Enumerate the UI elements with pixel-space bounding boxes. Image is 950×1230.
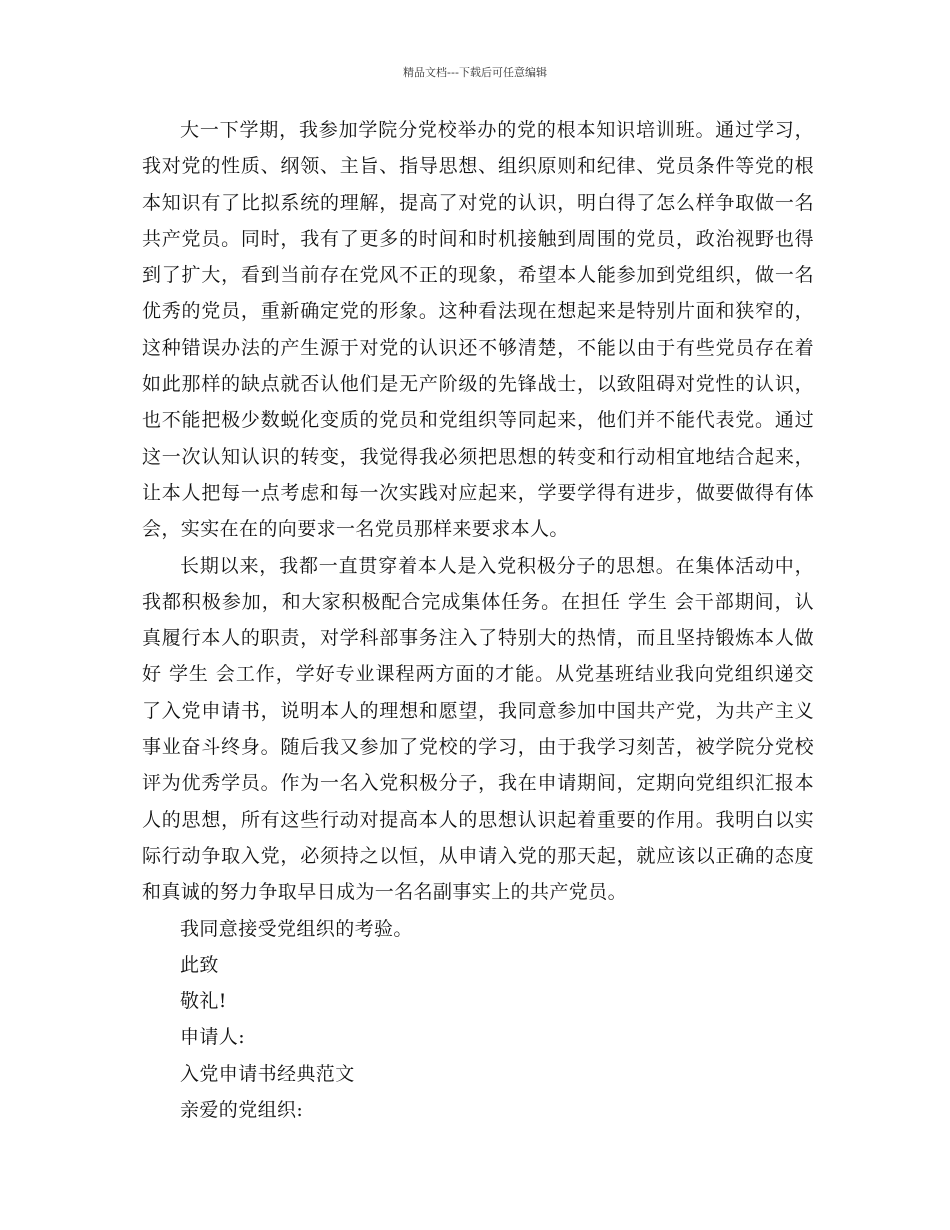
greeting-line: 亲爱的党组织:	[180, 1099, 304, 1122]
applicant-line: 申请人:	[180, 1026, 246, 1049]
paragraph-second: 长期以来，我都一直贯穿着本人是入党积极分子的思想。在集体活动中，我都积极参加，和大家积极配合完成集体任务。在担任 学生 会干部期间，认真履行本人的职责，对学科部事务注入了特别大的热情，而且坚持锻炼本人做好 学生 会工作，学好专业课程两方面的才能。从党基班结业我向党组织递交了入党申请书，说明本人的理想和愿望，我同意参加中国共产党，为共产主义事业奋斗终身。随后我又参加了党校的学习，由于我学习刻苦，被学院分党校评为优秀学员。作为一名入党积极分子，我在申请期间，定期向党组织汇报本人的思想，所有这些行动对提高本人的思想认识起着重要的作用。我明白以实际行动争取入党，必须持之以恒，从申请入党的那天起，就应该以正确的态度和真诚的努力争取早日成为一名名副事实上的共产党员。	[142, 554, 814, 904]
salutation-line: 此致	[180, 953, 219, 976]
document-body	[142, 112, 814, 1128]
next-document-title: 入党申请书经典范文	[180, 1062, 355, 1085]
accept-line: 我同意接受党组织的考验。	[180, 917, 413, 940]
paragraph-first: 大一下学期，我参加学院分党校举办的党的根本知识培训班。通过学习，我对党的性质、纲领、主旨、指导思想、组织原则和纪律、党员条件等党的根本知识有了比拟系统的理解，提高了对党的认识，明白得了怎么样争取做一名共产党员。同时，我有了更多的时间和时机接触到周围的党员，政治视野也得到了扩大，看到当前存在党风不正的现象，希望本人能参加到党组织，做一名优秀的党员，重新确定党的形象。这种看法现在想起来是特别片面和狭窄的，这种错误办法的产生源于对党的认识还不够清楚，不能以由于有些党员存在着如此那样的缺点就否认他们是无产阶级的先锋战士，以致阻碍对党性的认识，也不能把极少数蜕化变质的党员和党组织等同起来，他们并不能代表党。通过这一次认知认识的转变，我觉得我必须把思想的转变和行动相宜地结合起来，让本人把每一点考虑和每一次实践对应起来，学要学得有进步，做要做得有体会，实实在在的向要求一名党员那样来要求本人。	[142, 119, 814, 541]
page-header: 精品文档---下载后可任意编辑	[403, 66, 547, 79]
regards-line: 敬礼!	[180, 990, 227, 1013]
